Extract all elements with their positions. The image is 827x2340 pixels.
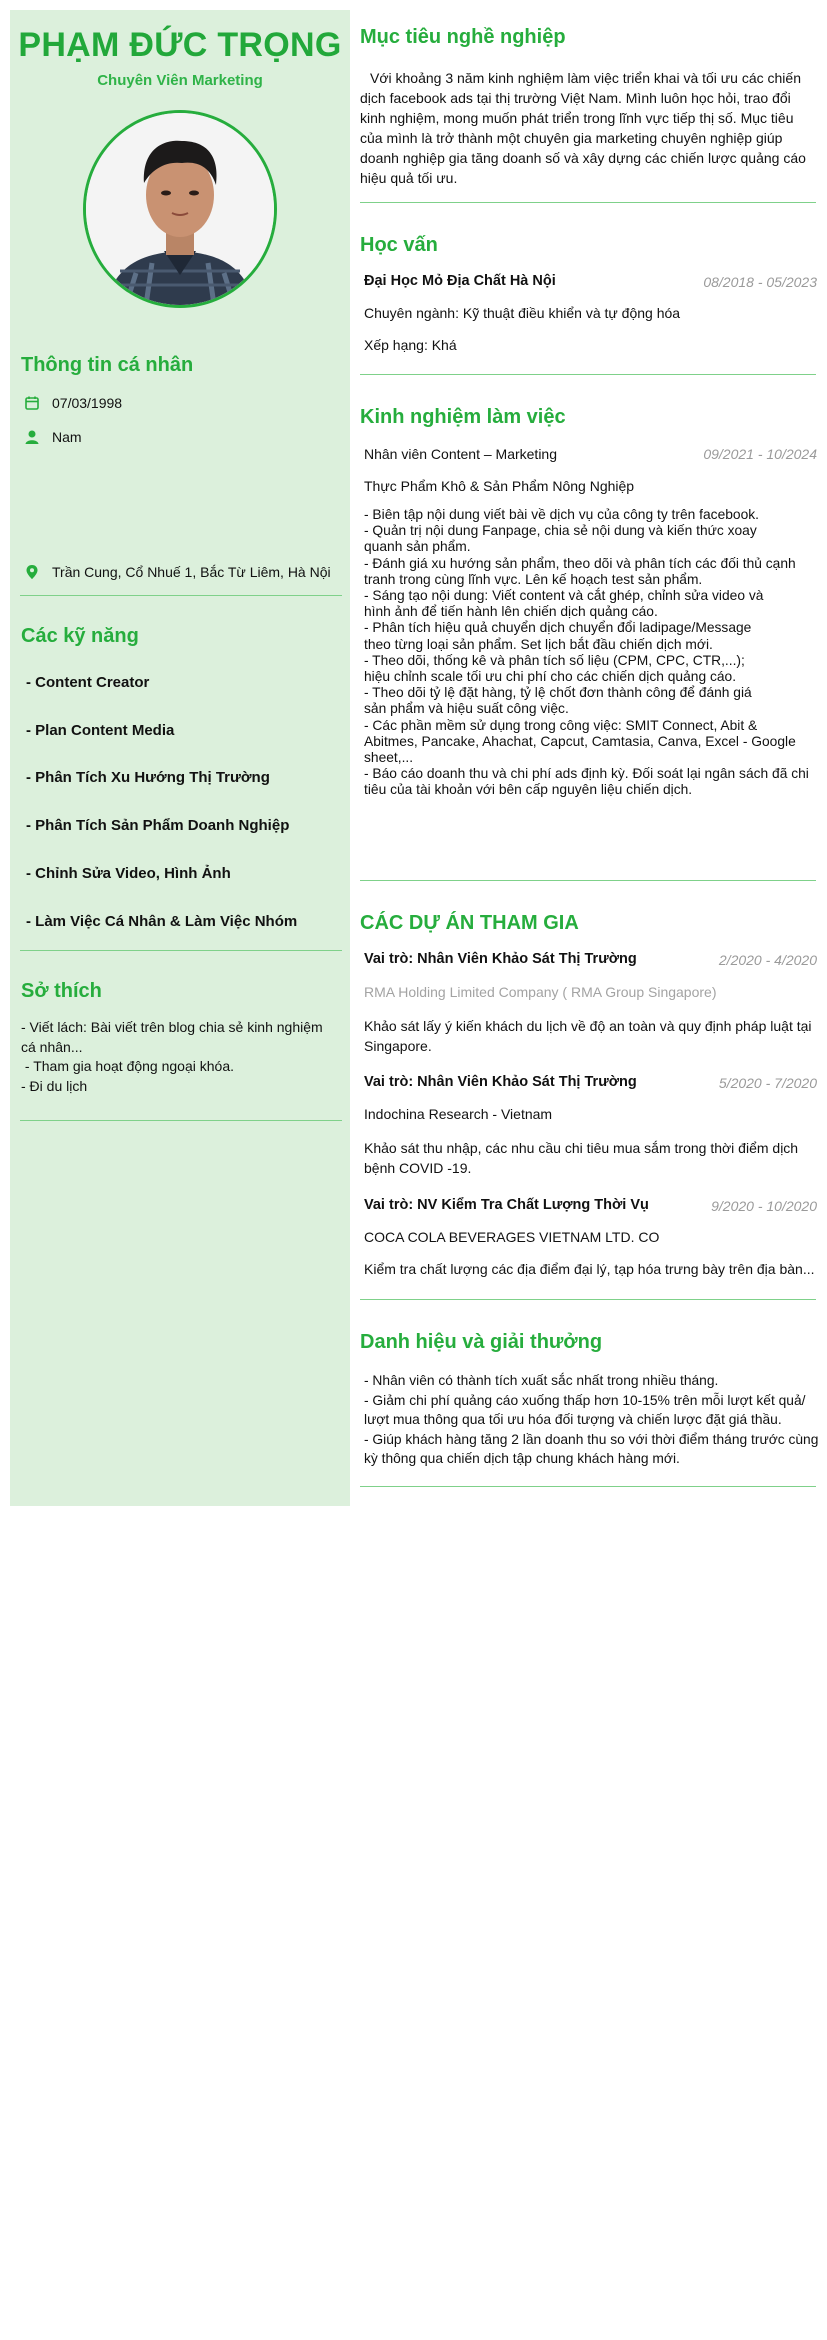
awards-heading: Danh hiệu và giải thưởng (360, 1331, 603, 1353)
calendar-icon (24, 395, 40, 411)
sidebar-divider (20, 950, 342, 951)
project-description: Kiểm tra chất lượng các địa điểm đại lý, tạp hóa trưng bày trên địa bàn... (364, 1261, 815, 1277)
experience-duties: - Biên tập nội dung viết bài về dịch vụ của công ty trên facebook. - Quản trị nội dung Fanpage, chia sẻ nội dung và kiến thức xoay quanh sản phẩm. - Đánh giá xu hướng sản phẩm, theo dõi và phân tích các đối thủ cạnh tranh trong cùng lĩnh vực. Lên kế hoạch test sản phẩm. - Sáng tạo nội dung: Viết content và cắt ghép, chỉnh sửa video và hình ảnh để tiến hành lên chiến dịch quảng cáo. - Phân tích hiệu quả chuyển dịch chuyển đổi ladipage/Message theo từng loại sản phẩm. Set lịch bắt đầu chiến dịch mới. - Theo dõi, thống kê và phân tích số liệu (CPM, CPC, CTR,...); hiệu chỉnh scale tối ưu chi phí cho các chiến dịch quảng cáo. - Theo dõi tỷ lệ đặt hàng, tỷ lệ chốt đơn thành công để đánh giá sản phẩm và hiệu suất công việc. - Các phần mềm sử dụng trong công việc: SMIT Connect, Abit & Abitmes, Pancake, Ahachat, Capcut, Camtasia, Canva, Excel - Google sheet,... - Báo cáo doanh thu và chi phí ads định kỳ. Đối soát lại ngân sách đã chi tiêu của tài khoản với bên cấp nguyên liệu chiến dịch. (364, 507, 809, 798)
skill-item: - Phân Tích Xu Hướng Thị Trường (26, 769, 270, 786)
hobby-item: - Tham gia hoạt động ngoại khóa. (21, 1058, 235, 1074)
hobby-item: - Viết lách: Bài viết trên blog chia sẻ kinh nghiệm cá nhân... (21, 1019, 323, 1055)
sidebar (10, 10, 350, 1506)
skill-item: - Chỉnh Sửa Video, Hình Ảnh (26, 865, 231, 882)
hobbies-heading: Sở thích (21, 980, 102, 1002)
projects-heading: CÁC DỰ ÁN THAM GIA (360, 912, 579, 934)
company-name: Thực Phẩm Khô & Sản Phẩm Nông Nghiệp (364, 478, 635, 494)
avatar (83, 110, 277, 308)
section-divider (360, 1299, 816, 1300)
gender-row (24, 429, 82, 445)
awards-list: - Nhân viên có thành tích xuất sắc nhất trong nhiều tháng. - Giảm chi phí quảng cáo xuống thấp hơn 10-15% trên mỗi lượt kết quả/ lượt mua thông qua tối ưu hóa đối tượng và chiến lược đặt giá thầu. - Giúp khách hàng tăng 2 lần doanh thu so với thời điểm tháng trước cùng kỳ thông qua chiến dịch tập chung khách hàng mới. (364, 1373, 819, 1466)
education-dates: 08/2018 - 05/2023 (703, 274, 817, 290)
address-row (24, 564, 331, 580)
project-dates: 2/2020 - 4/2020 (718, 952, 817, 968)
birthday-row (24, 395, 122, 411)
birthday-value: 07/03/1998 (52, 395, 123, 411)
project-dates: 9/2020 - 10/2020 (711, 1198, 817, 1214)
rank: Xếp hạng: Khá (364, 337, 457, 353)
experience-dates: 09/2021 - 10/2024 (703, 446, 817, 462)
skill-item: - Làm Việc Cá Nhân & Làm Việc Nhóm (26, 913, 298, 930)
objective-heading: Mục tiêu nghề nghiệp (360, 26, 566, 48)
project-company: COCA COLA BEVERAGES VIETNAM LTD. CO (364, 1229, 660, 1245)
section-divider (360, 374, 816, 375)
hobby-item: - Đi du lịch (21, 1077, 88, 1094)
project-dates: 5/2020 - 7/2020 (718, 1075, 817, 1091)
major: Chuyên ngành: Kỹ thuật điều khiển và tự động hóa (364, 305, 681, 321)
candidate-title: Chuyên Viên Marketing (97, 72, 263, 89)
candidate-name: PHẠM ĐỨC TRỌNG (18, 26, 342, 64)
section-divider (360, 1486, 816, 1487)
person-icon (24, 429, 40, 445)
sidebar-divider (20, 595, 342, 596)
project-description: Khảo sát thu nhập, các nhu cầu chi tiêu mua sắm trong thời điểm dịch bệnh COVID -19. (364, 1140, 799, 1176)
job-position: Nhân viên Content – Marketing (364, 446, 557, 462)
skill-item: - Phân Tích Sản Phẩm Doanh Nghiệp (26, 817, 290, 834)
project-company: Indochina Research - Vietnam (364, 1106, 553, 1122)
project-description: Khảo sát lấy ý kiến khách du lịch về độ an toàn và quy định pháp luật tại Singapore. (364, 1018, 812, 1054)
personal-info-heading: Thông tin cá nhân (21, 354, 194, 376)
experience-heading: Kinh nghiệm làm việc (360, 406, 566, 428)
skill-item: - Content Creator (26, 674, 150, 691)
sidebar-divider (20, 1120, 342, 1121)
gender-value: Nam (52, 429, 82, 445)
hobbies-list (21, 1018, 341, 1096)
objective-text: Với khoảng 3 năm kinh nghiệm làm việc triển khai và tối ưu các chiến dịch facebook ads tại thị trường Việt Nam. Mình luôn học hỏi, trao đổi kinh nghiệm, mong muốn phát triển trong lĩnh vực tiếp thị số. Mục tiêu của mình là trở thành một chuyên gia marketing chuyên nghiệp giúp doanh nghiệp gia tăng doanh số và xây dựng các chiến lược quảng cáo hiệu quả tối ưu. (360, 70, 806, 186)
project-company: RMA Holding Limited Company ( RMA Group Singapore) (364, 984, 717, 1000)
project-role: Vai trò: NV Kiểm Tra Chất Lượng Thời Vụ (364, 1197, 649, 1213)
address-value: Trần Cung, Cổ Nhuế 1, Bắc Từ Liêm, Hà Nội (52, 564, 331, 580)
section-divider (360, 202, 816, 203)
skill-item: - Plan Content Media (26, 722, 175, 739)
project-role: Vai trò: Nhân Viên Khảo Sát Thị Trường (364, 1074, 637, 1090)
school-name: Đại Học Mỏ Địa Chất Hà Nội (364, 273, 556, 289)
location-pin-icon (24, 564, 40, 580)
project-role: Vai trò: Nhân Viên Khảo Sát Thị Trường (364, 951, 637, 967)
avatar-photo (86, 113, 274, 305)
section-divider (360, 880, 816, 881)
skills-heading: Các kỹ năng (21, 625, 139, 647)
education-heading: Học vấn (360, 234, 438, 256)
